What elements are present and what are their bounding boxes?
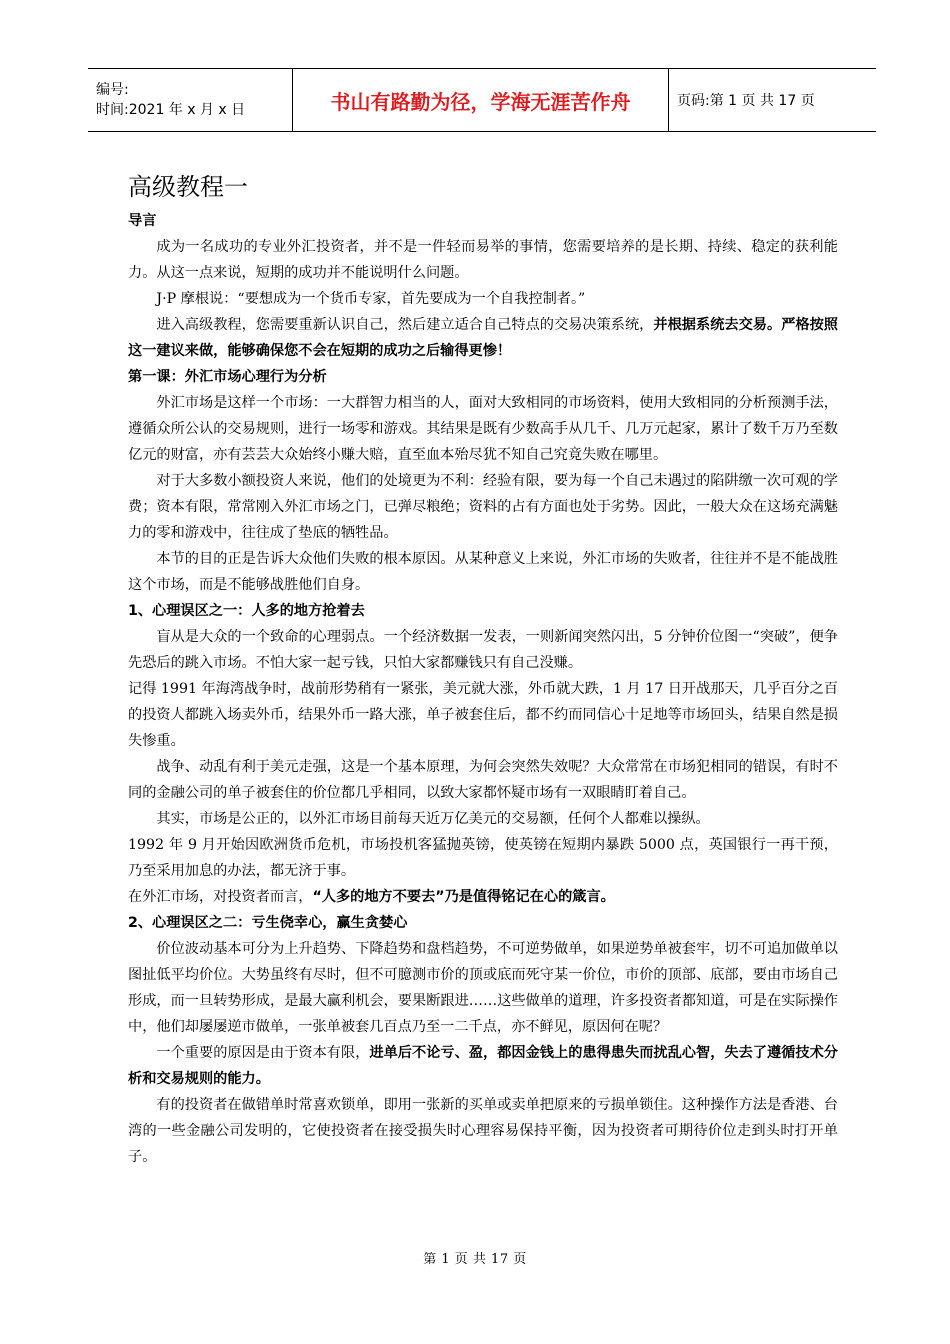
section-1-paragraph-6	[128, 884, 838, 910]
lesson-1-paragraph-1: 外汇市场是这样一个市场：一大群智力相当的人，面对大致相同的市场资料，使用大致相同的分析预测手法，遵循众所公认的交易规则，进行一场零和游戏。其结果是既有少数高手从几千、几万元起家，累计了数千万乃至数亿元的财富，亦有芸芸大众始终小赚大赔，直至血本殆尽犹不知自己究竟失败在哪里。	[128, 395, 838, 463]
section-1-paragraph-6-emphasis: “人多的地方不要去”乃是值得铭记在心的箴言。	[312, 889, 615, 905]
header-motto: 书山有路勤为径，学海无涯苦作舟	[330, 89, 631, 114]
lesson-1-heading: 第一课：外汇市场心理行为分析	[128, 369, 327, 385]
section-2-paragraph-2	[128, 1040, 838, 1092]
intro-paragraph-3-emphasis: 并根据系统去交易。严格按照这一建议来做，能够确保您不会在短期的成功之后输得更惨！	[128, 317, 838, 359]
page-header	[88, 68, 876, 132]
intro-paragraph-3-text: 进入高级教程，您需要重新认识自己，然后建立适合自己特点的交易决策系统，	[156, 317, 654, 333]
section-2-paragraph-2-text: 一个重要的原因是由于资本有限，	[156, 1045, 370, 1061]
lesson-1-paragraph-2: 对于大多数小额投资人来说，他们的处境更为不利：经验有限，要为每一个自己未遇过的陷阱缴一次可观的学费；资本有限，常常刚入外汇市场之门，已弹尽粮绝；资料的占有方面也处于劣势。因此，一般大众在这场充满魅力的零和游戏中，往往成了垫底的牺牲品。	[128, 473, 838, 541]
document-body	[128, 170, 838, 1170]
document-number-label: 编号:	[96, 82, 129, 98]
lesson-1-paragraph-3: 本节的目的正是告诉大众他们失败的根本原因。从某种意义上来说，外汇市场的失败者，往往并不是不能战胜这个市场，而是不能够战胜他们自身。	[128, 551, 838, 593]
section-1-paragraph-1: 盲从是大众的一个致命的心理弱点。一个经济数据一发表，一则新闻突然闪出，5 分钟价位图一“突破”，便争先恐后的跳入市场。不怕大家一起亏钱，只怕大家都赚钱只有自己没赚。	[128, 629, 838, 671]
page-footer: 第 1 页 共 17 页	[423, 1252, 527, 1267]
section-1-paragraph-2: 记得 1991 年海湾战争时，战前形势稍有一紧张，美元就大涨，外币就大跌，1 月 17 日开战那天，几乎百分之百的投资人都跳入场卖外币，结果外币一路大涨，单子被套住后，都不约而同信心十足地等市场回头，结果自然是损失惨重。	[128, 681, 838, 749]
document-title: 高级教程一	[128, 173, 248, 201]
intro-paragraph-3	[128, 312, 838, 364]
section-1-paragraph-3: 战争、动乱有利于美元走强，这是一个基本原理，为何会突然失效呢？大众常常在市场犯相同的错误，有时不同的金融公司的单子被套住的价位都几乎相同，以致大家都怀疑市场有一双眼睛盯着自己。	[128, 759, 838, 801]
intro-paragraph-2: J·P 摩根说：“要想成为一个货币专家，首先要成为一个自我控制者。”	[156, 291, 586, 307]
section-2-paragraph-1: 价位波动基本可分为上升趋势、下降趋势和盘档趋势，不可逆势做单，如果逆势单被套牢，切不可追加做单以图扯低平均价位。大势虽终有尽时，但不可臆测市价的顶或底而死守某一价位，市价的顶部、底部，要由市场自己形成，而一旦转势形成，是最大赢利机会，要果断跟进……这些做单的道理，许多投资者都知道，可是在实际操作中，他们却屡屡逆市做单，一张单被套几百点乃至一二千点，亦不鲜见，原因何在呢？	[128, 941, 838, 1035]
section-1-paragraph-4: 其实，市场是公正的，以外汇市场目前每天近万亿美元的交易额，任何个人都难以操纵。	[156, 811, 710, 827]
header-page-number: 页码:第 1 页 共 17 页	[669, 69, 877, 132]
intro-heading: 导言	[128, 213, 157, 229]
section-2-paragraph-3: 有的投资者在做错单时常喜欢锁单，即用一张新的买单或卖单把原来的亏损单锁住。这种操作方法是香港、台湾的一些金融公司发明的，它使投资者在接受损失时心理容易保持平衡，因为投资者可期待价位走到头时打开单子。	[128, 1097, 838, 1165]
header-meta	[88, 69, 293, 132]
section-1-paragraph-6-text: 在外汇市场，对投资者而言，	[128, 889, 313, 905]
section-2-heading: 2、心理误区之二：亏生侥幸心，赢生贪婪心	[128, 915, 408, 931]
intro-paragraph-1: 成为一名成功的专业外汇投资者，并不是一件轻而易举的事情，您需要培养的是长期、持续、稳定的获利能力。从这一点来说，短期的成功并不能说明什么问题。	[128, 239, 838, 281]
section-1-paragraph-5: 1992 年 9 月开始因欧洲货币危机，市场投机客猛抛英镑，使英镑在短期内暴跌 5000 点，英国银行一再干预，乃至采用加息的办法，都无济于事。	[128, 837, 838, 879]
document-time-label: 时间:2021 年 x 月 x 日	[96, 102, 246, 118]
section-1-heading: 1、心理误区之一：人多的地方抢着去	[128, 603, 365, 619]
section-2-paragraph-2-emphasis: 进单后不论亏、盈，都因金钱上的患得患失而扰乱心智，失去了遵循技术分析和交易规则的能力。	[128, 1045, 838, 1087]
header-motto-cell	[293, 69, 669, 132]
